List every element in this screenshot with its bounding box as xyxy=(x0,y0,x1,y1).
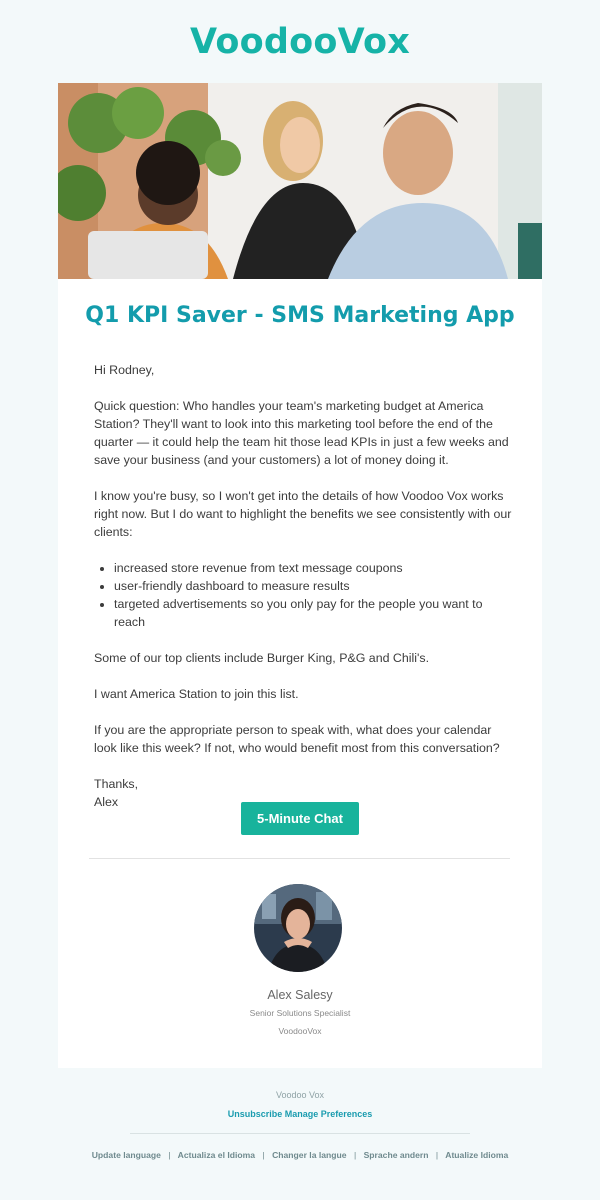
language-link-update[interactable]: Update language xyxy=(91,1150,161,1160)
signature-title: Senior Solutions Specialist xyxy=(249,1008,351,1018)
benefit-item: • targeted advertisements so you only pay for the people you want to reach xyxy=(114,595,514,631)
benefit-item: • user-friendly dashboard to measure results xyxy=(114,577,514,595)
paragraph-1: Quick question: Who handles your team's marketing budget at America Station? They'll want to look into this marketing tool before the end of the quarter — it could help the team hit those lead KPIs in just a few weeks and save your business (and your customers) a lot of money doing it. xyxy=(94,399,509,467)
footer-company: Voodoo Vox xyxy=(275,1090,325,1100)
greeting: Hi Rodney, xyxy=(94,363,155,377)
language-separator: | xyxy=(435,1150,439,1160)
language-link-french[interactable]: Changer la langue xyxy=(272,1150,347,1160)
paragraph-4: I want America Station to join this list. xyxy=(94,687,299,701)
signature-company: VoodooVox xyxy=(278,1026,322,1036)
hero-image xyxy=(58,83,542,279)
email-card xyxy=(58,83,542,1068)
language-link-german[interactable]: Sprache andern xyxy=(363,1150,429,1160)
email-body xyxy=(94,361,514,811)
cta-container xyxy=(58,802,542,835)
signoff-line: Thanks, xyxy=(94,777,139,791)
paragraph-5: If you are the appropriate person to speak with, what does your calendar look like this week? If not, who would benefit most from this conversation? xyxy=(94,723,500,755)
language-link-portuguese[interactable]: Atualize Idioma xyxy=(445,1150,509,1160)
paragraph-3: Some of our top clients include Burger King, P&G and Chili's. xyxy=(94,651,430,665)
benefits-list xyxy=(94,559,514,631)
signature-divider xyxy=(89,858,510,859)
brand-logo[interactable]: VoodooVox xyxy=(189,22,410,62)
footer-divider xyxy=(130,1133,470,1134)
chat-cta-button[interactable]: 5-Minute Chat xyxy=(241,802,359,835)
language-separator: | xyxy=(262,1150,265,1160)
language-links xyxy=(0,1150,600,1160)
unsubscribe-link[interactable]: Unsubscribe xyxy=(227,1109,283,1119)
paragraph-2: I know you're busy, so I won't get into the details of how Voodoo Vox works right now. But I do want to highlight the benefits we see consistently with our clients: xyxy=(94,489,512,539)
language-separator: | xyxy=(168,1150,171,1160)
email-headline: Q1 KPI Saver - SMS Marketing App xyxy=(85,303,515,328)
signature-name: Alex Salesy xyxy=(267,988,333,1002)
language-link-spanish[interactable]: Actualiza el Idioma xyxy=(177,1150,256,1160)
footer-links xyxy=(0,1109,600,1119)
language-separator: | xyxy=(353,1150,357,1160)
manage-preferences-link[interactable]: Manage Preferences xyxy=(284,1109,373,1119)
avatar xyxy=(254,884,342,972)
benefit-item: • increased store revenue from text message coupons xyxy=(114,559,514,577)
sender-first-name: Alex xyxy=(94,795,119,809)
